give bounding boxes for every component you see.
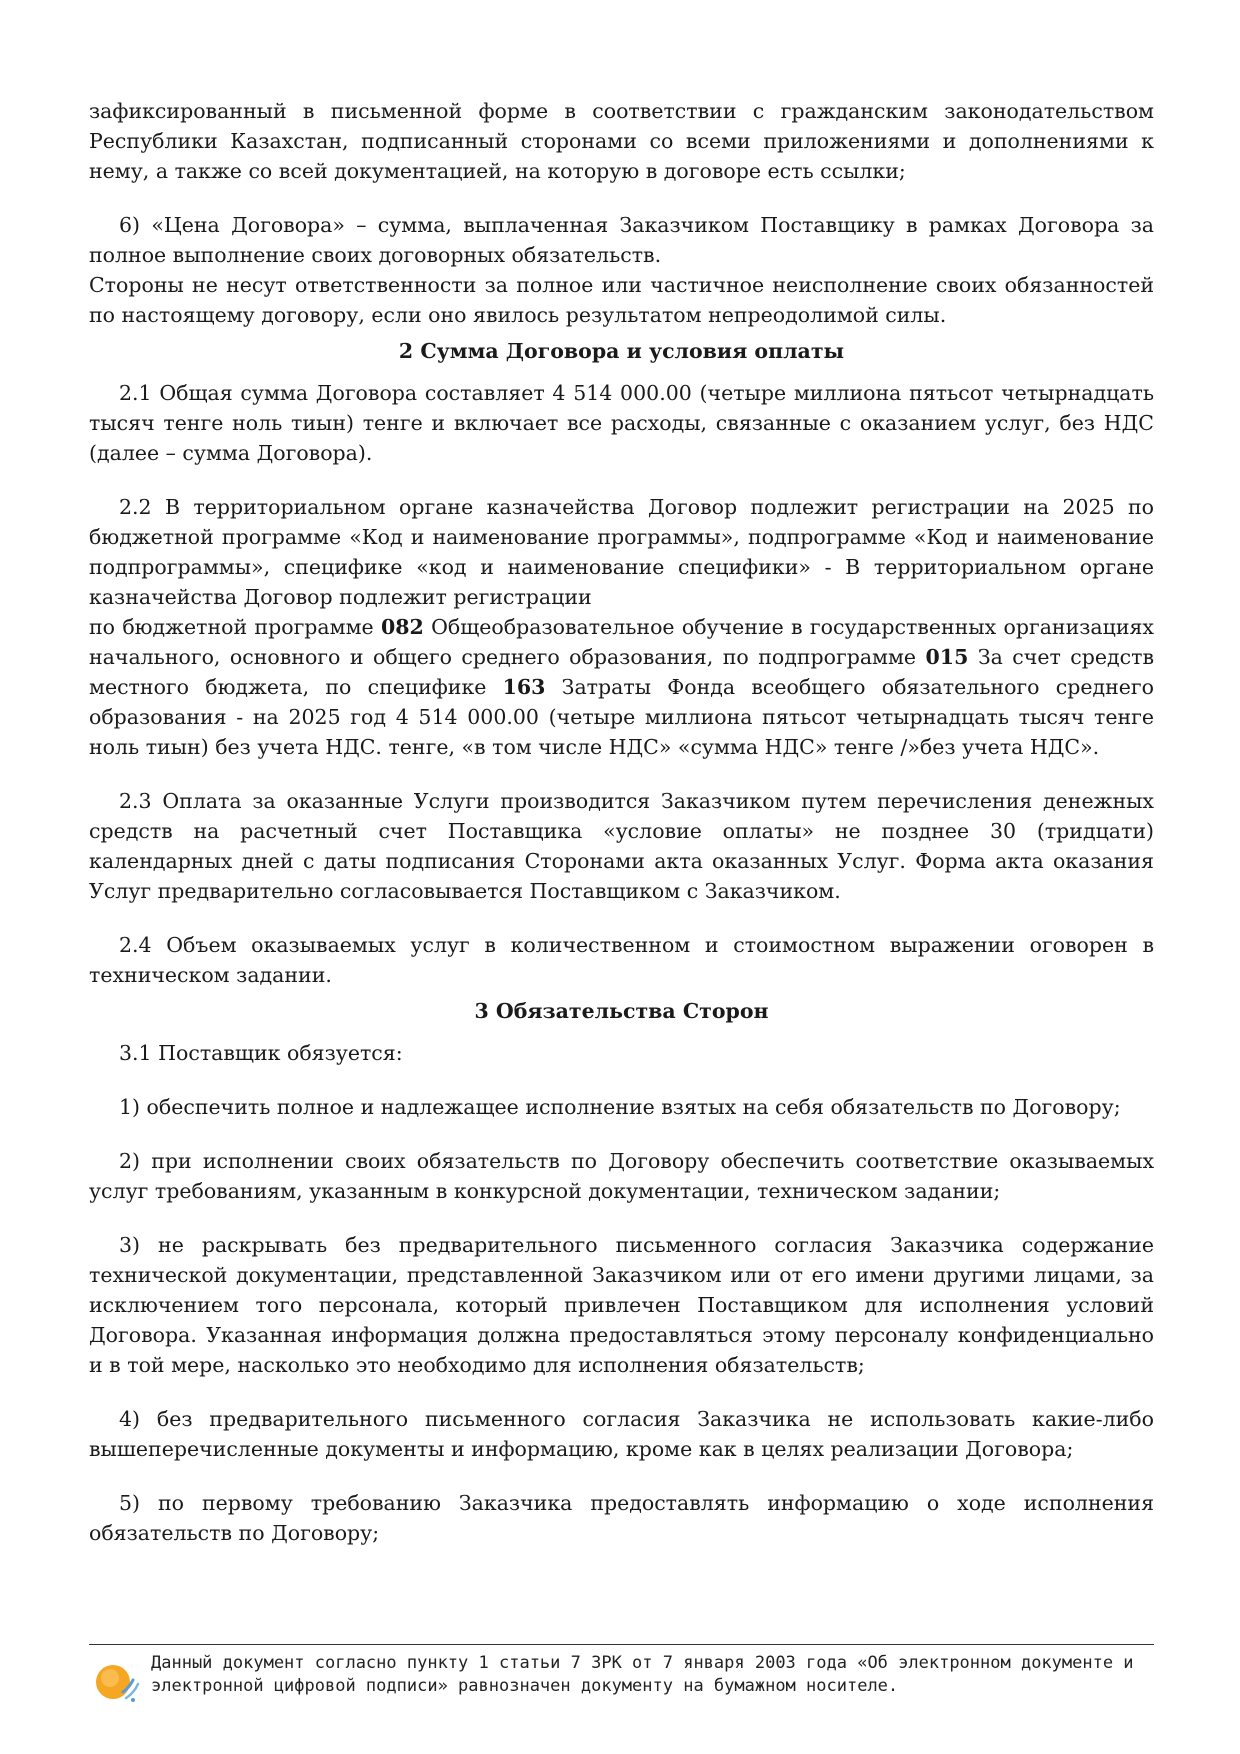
obligation-item-1: 1) обеспечить полное и надлежащее исполнение взятых на себя обязательств по Договору; bbox=[119, 1095, 1121, 1119]
section-3-title: 3 Обязательства Сторон bbox=[474, 999, 769, 1023]
text-segment: За счет средств местного бюджета, по специфике bbox=[89, 645, 1154, 699]
text-segment: Затраты Фонда всеобщего обязательного среднего образования - на 2025 год 4 514 000.00 (четыре миллиона пятьсот четырнадцать тысяч тенге ноль тиын) без учета НДС. тенге, «в том числе НДС» «сумма НДС» тенге /»без учета НДС». bbox=[89, 675, 1154, 759]
text-segment: по бюджетной программе bbox=[89, 615, 381, 639]
obligation-item-4: 4) без предварительного письменного согласия Заказчика не использовать какие-либо вышеперечисленные документы и информацию, кроме как в целях реализации Договора; bbox=[89, 1407, 1154, 1461]
program-code: 082 bbox=[380, 615, 424, 639]
footer-divider bbox=[89, 1644, 1154, 1645]
paragraph-3-1: 3.1 Поставщик обязуется: bbox=[119, 1041, 403, 1065]
subprogram-code: 015 bbox=[925, 645, 969, 669]
paragraph-2-3: 2.3 Оплата за оказанные Услуги производится Заказчиком путем перечисления денежных средств на расчетный счет Поставщика «условие оплаты» не позднее 30 (тридцати) календарных дней с даты подписания Сторонами акта оказанных Услуг. Форма акта оказания Услуг предварительно согласовывается Поставщиком с Заказчиком. bbox=[89, 789, 1154, 903]
paragraph-2-2-b bbox=[89, 612, 1154, 762]
obligation-item-2: 2) при исполнении своих обязательств по Договору обеспечить соответствие оказываемых услуг требованиям, указанным в конкурсной документации, техническом задании; bbox=[89, 1149, 1154, 1203]
text-segment: Общеобразовательное обучение в государственных организациях начального, основного и общего среднего образования, по подпрограмме bbox=[89, 615, 1154, 669]
section-2-title: 2 Сумма Договора и условия оплаты bbox=[398, 339, 845, 363]
specific-code: 163 bbox=[502, 675, 546, 699]
document-page bbox=[89, 96, 1154, 1548]
egov-sun-logo-icon bbox=[93, 1656, 143, 1706]
obligation-item-5: 5) по первому требованию Заказчика предоставлять информацию о ходе исполнения обязательств по Договору; bbox=[89, 1491, 1154, 1545]
paragraph-2-1: 2.1 Общая сумма Договора составляет 4 514 000.00 (четыре миллиона пятьсот четырнадцать тысяч тенге ноль тиын) тенге и включает все расходы, связанные с оказанием услуг, без НДС (далее – сумма Договора). bbox=[89, 381, 1154, 465]
paragraph-force-majeure: Стороны не несут ответственности за полное или частичное неисполнение своих обязанностей по настоящему договору, если оно явилось результатом непреодолимой силы. bbox=[89, 273, 1154, 327]
paragraph-2-2-a: 2.2 В территориальном органе казначейства Договор подлежит регистрации на 2025 по бюджетной программе «Код и наименование программы», подпрограмме «Код и наименование подпрограммы», специфике «код и наименование специфики» - В территориальном органе казначейства Договор подлежит регистрации bbox=[89, 495, 1154, 609]
footer bbox=[89, 1650, 1154, 1710]
obligation-item-3: 3) не раскрывать без предварительного письменного согласия Заказчика содержание технической документации, представленной Заказчиком или от его имени другими лицами, за исключением того персонала, который привлечен Поставщиком для исполнения условий Договора. Указанная информация должна предоставляться этому персоналу конфиденциально и в той мере, насколько это необходимо для исполнения обязательств; bbox=[89, 1233, 1154, 1377]
footer-legal-notice: Данный документ согласно пункту 1 статьи 7 ЗРК от 7 января 2003 года «Об электронном документе и электронной цифровой подписи» равнозначен документу на бумажном носителе. bbox=[151, 1653, 1134, 1696]
paragraph-2-4: 2.4 Объем оказываемых услуг в количественном и стоимостном выражении оговорен в техническом задании. bbox=[89, 933, 1154, 987]
paragraph-contract-price: 6) «Цена Договора» – сумма, выплаченная Заказчиком Поставщику в рамках Договора за полное выполнение своих договорных обязательств. bbox=[89, 213, 1154, 267]
paragraph-contract-definition-continued: зафиксированный в письменной форме в соответствии с гражданским законодательством Республики Казахстан, подписанный сторонами со всеми приложениями и дополнениями к нему, а также со всей документацией, на которую в договоре есть ссылки; bbox=[89, 99, 1154, 183]
